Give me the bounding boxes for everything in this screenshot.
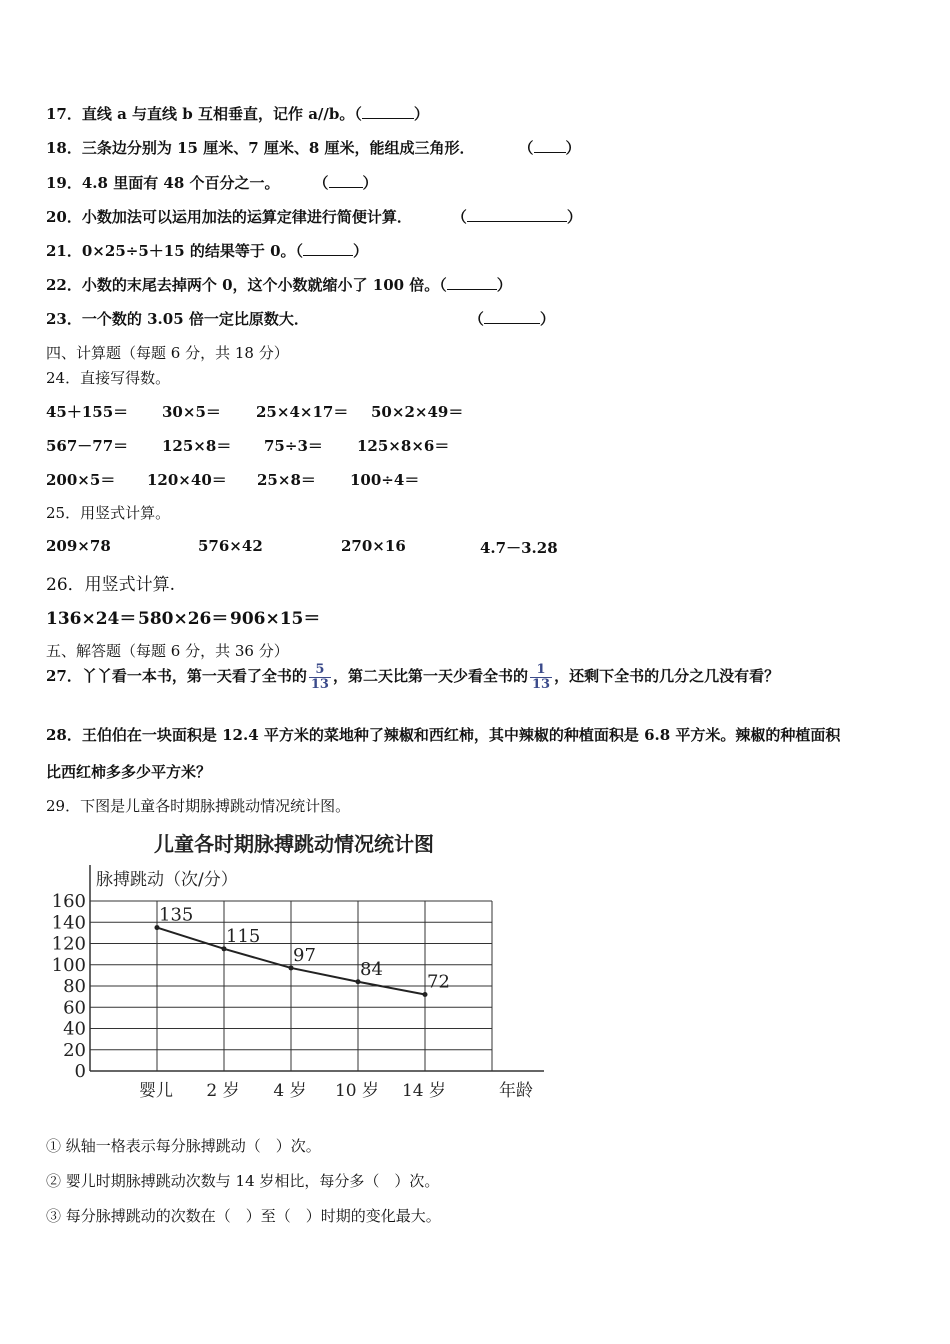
pulse-line-chart [44,825,554,1110]
answer-blank[interactable] [447,277,497,290]
sub-question-2: ② 婴儿时期脉搏跳动次数与 14 岁相比，每分多（ ）次。 [46,1172,440,1190]
question-27: 27．丫丫看一本书，第一天看了全书的 $\frac{5}{13}$ ，第二天比第一天少看全书的 $\frac{1}{13}$ ，还剩下全书的几分之几没有看？ [46,661,780,692]
section-heading-5: 五、解答题（每题 6 分，共 36 分） [46,642,289,660]
question-29: 29．下图是儿童各时期脉搏跳动情况统计图。 [46,797,351,815]
question-21: 21．0×25÷5＋15 的结果等于 0。（ ） [46,242,369,260]
question-28-line2: 比西红柿多多少平方米？ [46,763,212,781]
x-tick-label: 14 岁 [401,1081,447,1101]
fraction-5-13: $\frac{5}{13}$ [310,661,329,692]
data-point [423,992,428,997]
x-tick-label: 4 岁 [273,1081,307,1101]
question-26: 26．用竖式计算. [46,575,176,595]
sub-question-3: ③ 每分脉搏跳动的次数在（ ）至（ ）时期的变化最大。 [46,1207,441,1225]
answer-blank[interactable] [484,311,540,324]
question-18: 18．三条边分别为 15 厘米、7 厘米、8 厘米，能组成三角形． （ ） [46,139,581,157]
calc-item: 45＋155＝ [46,403,129,421]
question-22: 22．小数的末尾去掉两个 0，这个小数就缩小了 100 倍。（ ） [46,276,512,294]
answer-blank[interactable] [467,209,567,222]
calc-item: 4.7－3.28 [480,539,558,557]
calc-item: 576×42 [198,537,263,555]
data-point [289,965,294,970]
calc-item: 100÷4＝ [350,471,420,489]
y-tick-label: 60 [63,997,86,1019]
question-19: 19．4.8 里面有 48 个百分之一。 （ ） [46,174,378,192]
x-tick-label: 10 岁 [334,1081,380,1101]
y-tick-label: 160 [51,891,86,912]
calc-item: 75÷3＝ [264,437,323,455]
calc-item: 906×15＝ [230,609,321,629]
data-label: 84 [360,958,383,980]
question-28-line1: 28．王伯伯在一块面积是 12.4 平方米的菜地种了辣椒和西红柿，其中辣椒的种植面积是 6.8 平方米。辣椒的种植面积 [46,726,841,744]
x-tick-label: 婴儿 [139,1081,173,1101]
x-tick-label: 2 岁 [206,1081,240,1101]
y-tick-label: 140 [51,912,86,934]
chart-svg [44,825,554,1110]
y-tick-label: 20 [63,1039,86,1061]
question-17: 17．直线 a 与直线 b 互相垂直，记作 a//b。（ ） [46,105,429,123]
y-axis-label: 脉搏跳动（次/分） [96,870,238,890]
calc-item: 270×16 [341,537,406,555]
calc-item: 209×78 [46,537,111,555]
question-20: 20．小数加法可以运用加法的运算定律进行简便计算． （ ） [46,208,582,226]
data-label: 72 [427,971,450,993]
calc-item: 50×2×49＝ [371,403,464,421]
calc-item: 30×5＝ [162,403,221,421]
sub-question-1: ① 纵轴一格表示每分脉搏跳动（ ）次。 [46,1137,321,1155]
data-label: 115 [226,925,261,947]
calc-item: 25×4×17＝ [256,403,349,421]
answer-blank[interactable] [329,175,363,188]
data-point [155,925,160,930]
data-label: 97 [293,944,316,966]
y-tick-label: 100 [51,954,86,976]
answer-blank[interactable] [534,140,566,153]
chart-title: 儿童各时期脉搏跳动情况统计图 [154,832,434,856]
data-point [356,979,361,984]
calc-item: 580×26＝ [138,609,229,629]
section-heading-4: 四、计算题（每题 6 分，共 18 分） [46,344,289,362]
y-tick-label: 40 [63,1018,86,1040]
calc-item: 567－77＝ [46,437,129,455]
calc-item: 200×5＝ [46,471,116,489]
calc-item: 120×40＝ [147,471,227,489]
y-tick-label: 0 [74,1061,86,1082]
calc-item: 125×8×6＝ [357,437,450,455]
calc-item: 136×24＝ [46,609,137,629]
y-tick-label: 80 [63,976,86,997]
calc-item: 125×8＝ [162,437,232,455]
data-point [222,946,227,951]
answer-blank[interactable] [362,106,414,119]
calc-item: 25×8＝ [257,471,316,489]
question-23: 23．一个数的 3.05 倍一定比原数大． （ ） [46,310,555,328]
question-24: 24．直接写得数。 [46,369,171,387]
y-tick-label: 120 [51,933,86,955]
x-axis-label: 年龄 [499,1081,533,1101]
data-label: 135 [159,904,194,926]
answer-blank[interactable] [303,243,353,256]
question-25: 25．用竖式计算。 [46,504,171,522]
fraction-1-13: $\frac{1}{13}$ [532,661,551,692]
